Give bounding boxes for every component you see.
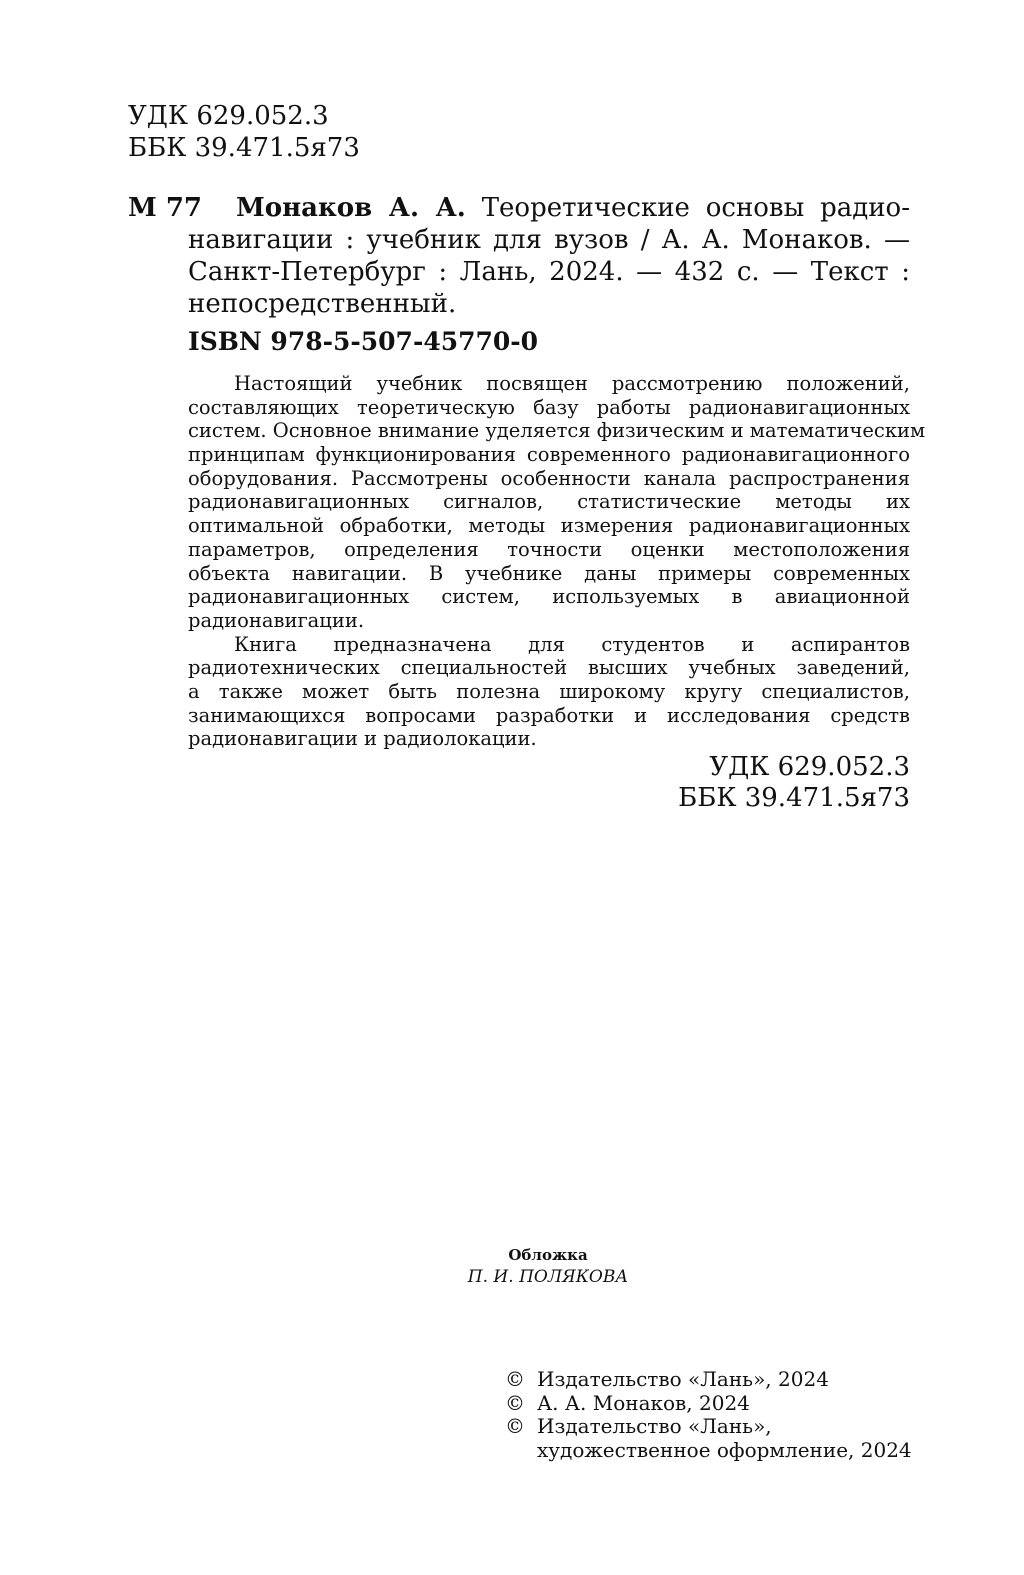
bbk-code: ББК 39.471.5я73 xyxy=(678,783,910,813)
abstract-line: радиотехнических специальностей высших учебных заведений, xyxy=(188,656,910,680)
copyright-line-continuation xyxy=(505,1439,912,1463)
abstract-line: радионавигационных систем, используемых в авиационной xyxy=(188,585,910,609)
abstract-line: занимающихся вопросами разработки и исследования средств xyxy=(188,703,910,727)
cover-label: Обложка xyxy=(508,1246,588,1264)
bibliographic-line-2: навигации : учебник для вузов / А. А. Монаков. — xyxy=(188,225,910,255)
abstract-line: принципам функционирования современного радионавигационного xyxy=(188,443,910,467)
bibliographic-line-3: Санкт-Петербург : Лань, 2024. — 432 с. — Текст : xyxy=(188,257,910,287)
isbn: ISBN 978-5-507-45770-0 xyxy=(188,327,539,356)
abstract-line: Настоящий учебник посвящен рассмотрению положений, xyxy=(234,372,910,395)
bbk-code: ББК 39.471.5я73 xyxy=(128,133,360,163)
abstract-line: параметров, определения точности оценки местоположения xyxy=(188,537,910,561)
copyright-line xyxy=(505,1368,912,1392)
author-name: Монаков А. А. xyxy=(236,193,466,223)
abstract-line: радионавигации. xyxy=(188,608,365,632)
bibliographic-entry xyxy=(188,192,910,320)
copyright-line xyxy=(505,1415,912,1439)
abstract-line: Книга предназначена для студентов и аспирантов xyxy=(234,632,910,656)
abstract-line: систем. Основное внимание уделяется физическим и математическим xyxy=(188,419,926,443)
copyright-holder: А. А. Монаков, 2024 xyxy=(537,1390,750,1415)
classification-codes-top xyxy=(128,100,360,164)
copyright-holder: Издательство «Лань», xyxy=(537,1414,772,1438)
copyright-holder: Издательство «Лань», 2024 xyxy=(537,1367,829,1391)
abstract-line: составляющих теоретическую базу работы радионавигационных xyxy=(188,395,910,419)
abstract-line: оптимальной обработки, методы измерения радионавигационных xyxy=(188,514,910,538)
copyright-notices xyxy=(505,1368,912,1462)
cover-designer: П. И. ПОЛЯКОВА xyxy=(467,1267,629,1287)
udk-code: УДК 629.052.3 xyxy=(128,101,329,131)
udk-code: УДК 629.052.3 xyxy=(709,752,910,782)
abstract-line: радионавигации и радиолокации. xyxy=(188,727,537,751)
abstract-line: оборудования. Рассмотрены особенности канала распространения xyxy=(188,466,910,490)
cover-credit xyxy=(0,1244,1024,1288)
copyright-line xyxy=(505,1392,912,1416)
abstract-line: а также может быть полезна широкому кругу специалистов, xyxy=(188,679,910,703)
title-start: Теоретические основы радио- xyxy=(481,193,911,223)
copyright-symbol: © xyxy=(505,1367,525,1391)
copyright-symbol: © xyxy=(505,1390,525,1415)
catalog-mark: М 77 xyxy=(128,193,203,223)
bibliographic-line-4: непосредственный. xyxy=(188,289,457,319)
bibliographic-line-1 xyxy=(188,192,910,224)
classification-codes-bottom xyxy=(678,752,910,814)
copyright-symbol: © xyxy=(505,1414,525,1438)
copyright-holder-continuation: художественное оформление, 2024 xyxy=(537,1437,912,1462)
abstract-line: радионавигационных сигналов, статистические методы их xyxy=(188,490,910,514)
abstract xyxy=(188,372,926,751)
abstract-line: объекта навигации. В учебнике даны примеры современных xyxy=(188,561,910,585)
